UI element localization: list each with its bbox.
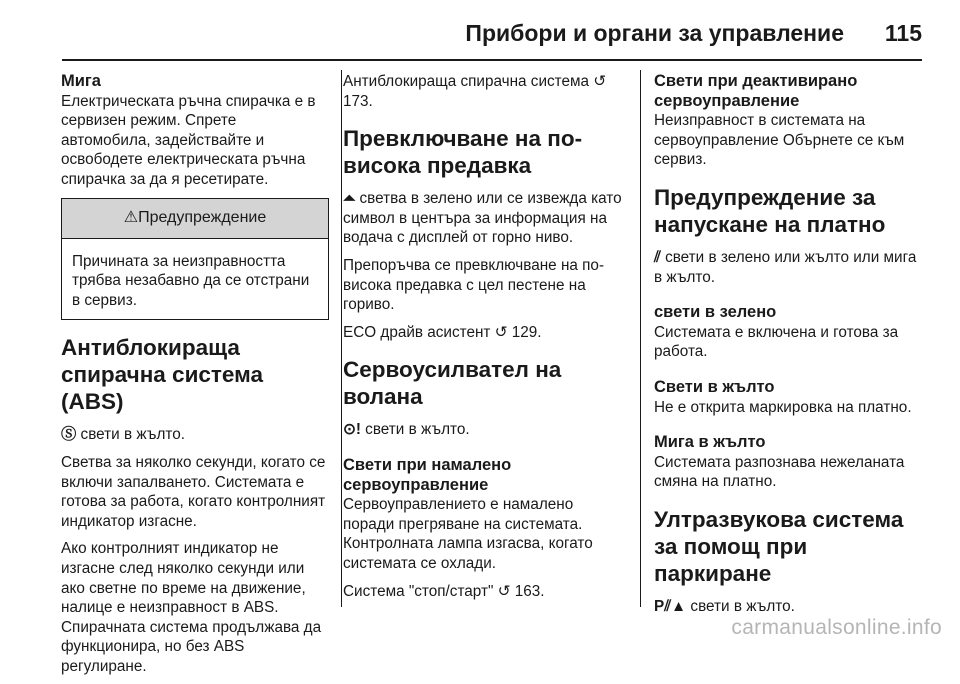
paragraph-blink-yellow: Системата разпознава нежеланата смяна на платно. xyxy=(654,453,905,491)
paragraph-eco-ref: ECO драйв асистент ↺ 129. xyxy=(343,323,542,341)
heading-parking-assist: Ултразвукова система за помощ при паркиране xyxy=(654,506,904,586)
power-steering-status: свети в жълто. xyxy=(360,421,470,439)
power-steering-icon: ⊙! xyxy=(343,421,361,439)
column-divider-2 xyxy=(640,70,641,607)
warning-text: Причината за неизправността трябва незабавно да се отстрани в сервиз. xyxy=(72,252,310,309)
abs-icon: Ⓢ xyxy=(61,426,77,444)
warning-box xyxy=(61,198,329,321)
paragraph-abs-startup: Светва за няколко секунди, когато се включи запалването. Системата е готова за работа, когато контролният индикатор изгасне. xyxy=(61,453,326,530)
heading-blink-yellow: Мига в жълто xyxy=(654,433,766,452)
paragraph-reset: Електрическата ръчна спирачка е в сервизен режим. Спрете автомобила, задействайте и освободете електрическата ръчна спирачка за да я ресетирате. xyxy=(61,92,316,188)
heading-lane-departure: Предупреждение за напускане на платно xyxy=(654,184,886,237)
paragraph-abs-ref: Антиблокираща спирачна система ↺ 173. xyxy=(343,73,607,110)
header-rule xyxy=(62,59,922,61)
lane-departure-icon: ⫽ xyxy=(654,248,661,266)
page-header xyxy=(0,0,960,60)
heading-blink: Мига xyxy=(61,72,101,90)
heading-green: свети в зелено xyxy=(654,303,777,322)
column-3 xyxy=(654,72,926,625)
paragraph-green: Системата е включена и готова за работа. xyxy=(654,323,899,361)
heading-deactivated-steering: Свети при деактивирано сервоуправление xyxy=(654,72,858,110)
heading-yellow: Свети в жълто xyxy=(654,377,775,396)
upshift-icon: ⏶ xyxy=(343,190,356,208)
column-divider-1 xyxy=(341,70,342,607)
warning-header xyxy=(62,199,328,239)
parking-assist-status: свети в жълто. xyxy=(686,597,795,615)
heading-power-steering: Сервоусилвател на волана xyxy=(343,357,562,410)
watermark: carmanualsonline.info xyxy=(731,616,942,639)
heading-reduced-steering: Свети при намалено сервоуправление xyxy=(343,455,512,494)
warning-triangle-icon: ⚠ xyxy=(123,208,139,226)
heading-upshift: Превключване на по-висока предавка xyxy=(343,126,583,179)
heading-abs: Антиблокираща спирачна система (ABS) xyxy=(61,335,264,415)
page-number: 115 xyxy=(884,20,922,46)
paragraph-reduced-steering: Сервоуправлението е намалено поради прегряване на системата. Контролната лампа изгасва, когато системата се охлади. xyxy=(343,496,593,572)
warning-title: Предупреждение xyxy=(138,208,267,226)
paragraph-stop-start-ref: Система "стоп/старт" ↺ 163. xyxy=(343,582,545,600)
paragraph-yellow: Не е открита маркировка на платно. xyxy=(654,398,912,416)
page-title: Прибори и органи за управление xyxy=(465,20,844,46)
column-2 xyxy=(343,72,625,609)
paragraph-deactivated-steering: Неизправност в системата на сервоуправление Обърнете се към сервиз. xyxy=(654,112,905,169)
column-1 xyxy=(61,72,329,684)
abs-status-text: свети в жълто. xyxy=(76,426,185,444)
paragraph-upshift-advice: Препоръчва се превключване на по-висока предавка с цел пестене на гориво. xyxy=(343,256,605,314)
lane-departure-text: свети в зелено или жълто или мига в жълто. xyxy=(654,248,917,286)
paragraph-abs-fault: Ако контролният индикатор не изгасне след няколко секунди или ако светне по време на движение, налице е неизправност в ABS. Спирачната система продължава да функционира, но без ABS регулиране. xyxy=(61,540,322,675)
upshift-text: светва в зелено или се извежда като символ в центъра за информация на водача с дисплей от горно ниво. xyxy=(343,190,622,247)
parking-assist-icon: P⫽▲ xyxy=(654,597,687,615)
